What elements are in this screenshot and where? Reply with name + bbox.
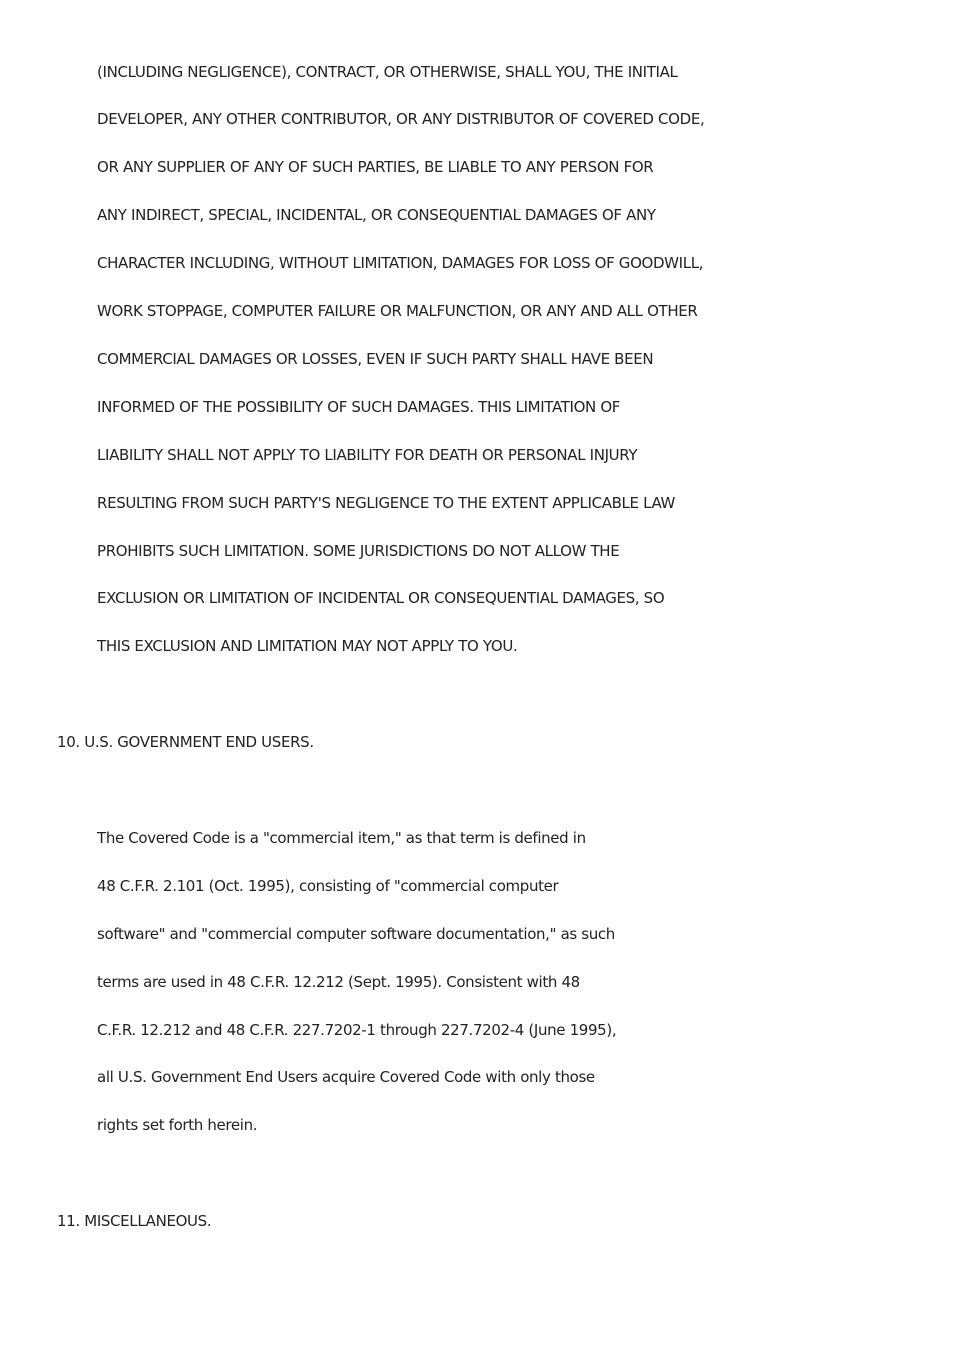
paragraph-line: LIABILITY SHALL NOT APPLY TO LIABILITY FOR DEATH OR PERSONAL INJURY: [97, 446, 638, 464]
paragraph-line: WORK STOPPAGE, COMPUTER FAILURE OR MALFUNCTION, OR ANY AND ALL OTHER: [97, 302, 698, 320]
section-heading-government-end-users: 10. U.S. GOVERNMENT END USERS.: [57, 733, 314, 751]
paragraph-line: software" and "commercial computer software documentation," as such: [97, 925, 615, 943]
paragraph-line: EXCLUSION OR LIMITATION OF INCIDENTAL OR CONSEQUENTIAL DAMAGES, SO: [97, 589, 665, 607]
paragraph-line: rights set forth herein.: [97, 1116, 258, 1134]
paragraph-line: THIS EXCLUSION AND LIMITATION MAY NOT APPLY TO YOU.: [97, 637, 518, 655]
paragraph-line: OR ANY SUPPLIER OF ANY OF SUCH PARTIES, BE LIABLE TO ANY PERSON FOR: [97, 158, 654, 176]
paragraph-line: The Covered Code is a "commercial item," as that term is defined in: [97, 829, 586, 847]
paragraph-line: terms are used in 48 C.F.R. 12.212 (Sept. 1995). Consistent with 48: [97, 973, 580, 991]
section-heading-miscellaneous: 11. MISCELLANEOUS.: [57, 1212, 212, 1230]
paragraph-line: 48 C.F.R. 2.101 (Oct. 1995), consisting of "commercial computer: [97, 877, 559, 895]
paragraph-line: C.F.R. 12.212 and 48 C.F.R. 227.7202-1 through 227.7202-4 (June 1995),: [97, 1021, 617, 1039]
paragraph-line: COMMERCIAL DAMAGES OR LOSSES, EVEN IF SUCH PARTY SHALL HAVE BEEN: [97, 350, 654, 368]
paragraph-line: DEVELOPER, ANY OTHER CONTRIBUTOR, OR ANY DISTRIBUTOR OF COVERED CODE,: [97, 110, 705, 128]
paragraph-line: CHARACTER INCLUDING, WITHOUT LIMITATION, DAMAGES FOR LOSS OF GOODWILL,: [97, 254, 704, 272]
paragraph-line: (INCLUDING NEGLIGENCE), CONTRACT, OR OTHERWISE, SHALL YOU, THE INITIAL: [97, 63, 678, 81]
paragraph-line: ANY INDIRECT, SPECIAL, INCIDENTAL, OR CONSEQUENTIAL DAMAGES OF ANY: [97, 206, 656, 224]
paragraph-line: RESULTING FROM SUCH PARTY'S NEGLIGENCE TO THE EXTENT APPLICABLE LAW: [97, 494, 676, 512]
paragraph-line: PROHIBITS SUCH LIMITATION. SOME JURISDICTIONS DO NOT ALLOW THE: [97, 542, 620, 560]
paragraph-line: INFORMED OF THE POSSIBILITY OF SUCH DAMAGES. THIS LIMITATION OF: [97, 398, 621, 416]
paragraph-line: all U.S. Government End Users acquire Covered Code with only those: [97, 1068, 595, 1086]
